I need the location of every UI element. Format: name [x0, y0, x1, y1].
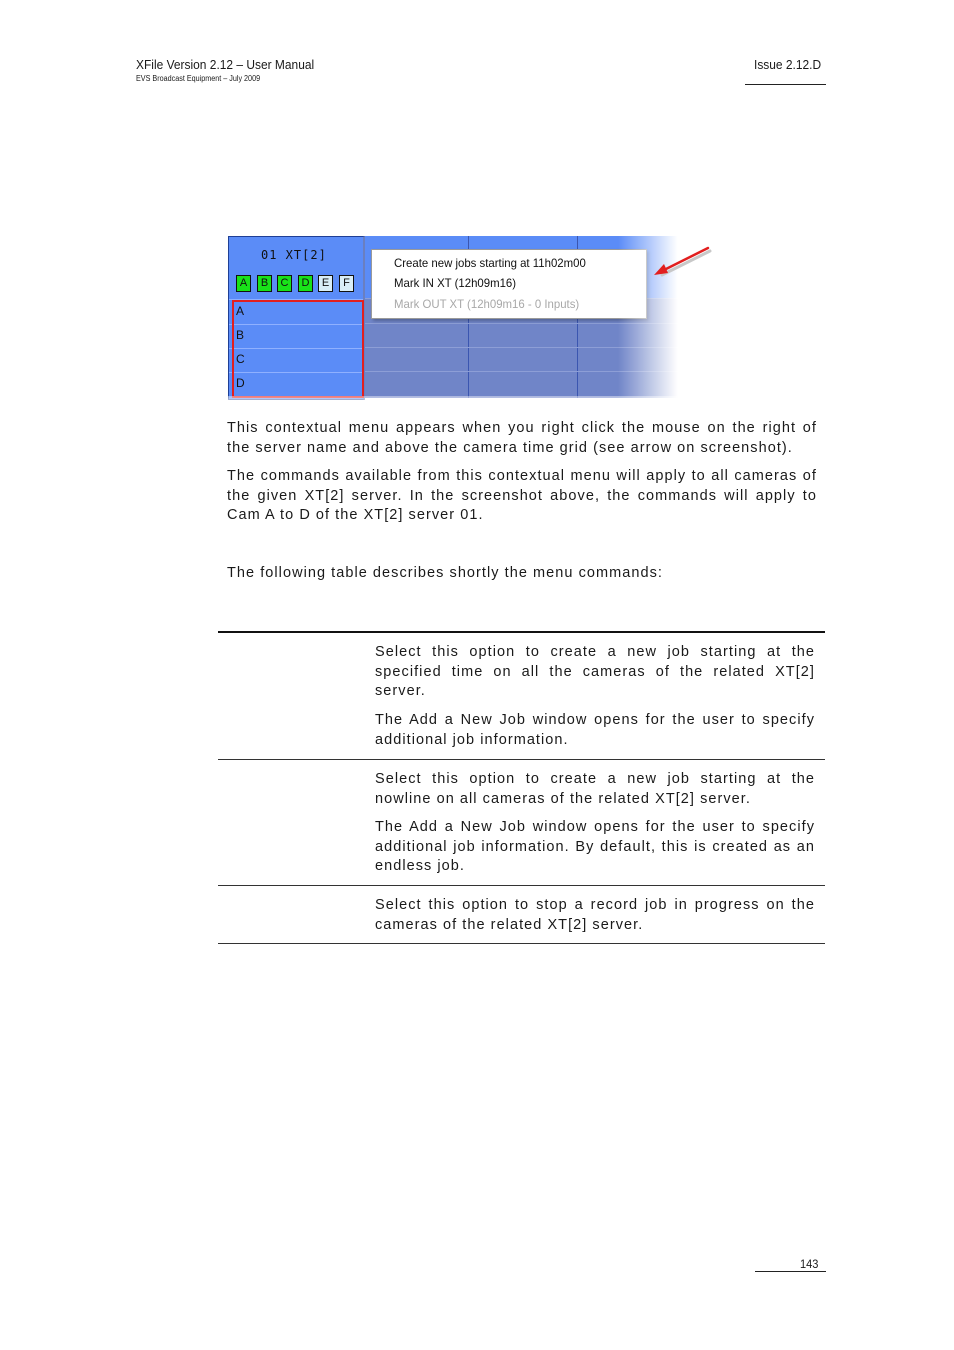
camera-row-c[interactable]: C	[236, 352, 245, 366]
table-cell-description: Select this option to create a new job starting at the nowline on all cameras of the related XT[2] server.	[375, 771, 815, 807]
camera-row-a[interactable]: A	[236, 304, 245, 318]
menu-item-mark-out: Mark OUT XT (12h09m16 - 0 Inputs)	[394, 297, 580, 311]
highlight-box	[232, 300, 364, 398]
table-cell-description: The Add a New Job window opens for the user to specify additional job information. By default, this is created as an endless job.	[375, 819, 815, 874]
camera-button-b[interactable]: B	[257, 275, 272, 292]
paragraph-commands-scope: The commands available from this contextual menu will apply to all cameras of the given XT[2] server. In the screenshot above, the commands will apply to Cam A to D of the XT[2] server 01.	[227, 468, 817, 523]
paragraph-table-intro: The following table describes shortly the menu commands:	[227, 565, 663, 581]
xfile-screenshot	[228, 236, 688, 408]
red-arrow-icon	[650, 244, 714, 280]
camera-button-f[interactable]: F	[339, 275, 354, 292]
document-title: XFile Version 2.12 – User Manual	[136, 57, 315, 72]
table-row-separator	[218, 885, 825, 886]
table-bottom-rule	[218, 943, 825, 944]
document-subtitle: EVS Broadcast Equipment – July 2009	[136, 74, 261, 83]
table-top-rule	[218, 631, 825, 633]
camera-row-d[interactable]: D	[236, 376, 245, 390]
camera-button-e[interactable]: E	[318, 275, 333, 292]
server-panel	[228, 236, 365, 400]
camera-button-d[interactable]: D	[298, 275, 313, 292]
footer-rule	[755, 1271, 826, 1272]
menu-item-mark-in[interactable]: Mark IN XT (12h09m16)	[394, 276, 517, 290]
camera-row-b[interactable]: B	[236, 328, 245, 342]
camera-button-a[interactable]: A	[236, 275, 251, 292]
server-name[interactable]: 01 XT[2]	[261, 248, 327, 262]
page-number: 143	[800, 1257, 819, 1271]
table-row-separator	[218, 759, 825, 760]
menu-item-create-new-jobs[interactable]: Create new jobs starting at 11h02m00	[394, 256, 586, 270]
context-menu	[371, 249, 647, 319]
camera-button-c[interactable]: C	[277, 275, 292, 292]
header-rule	[745, 84, 826, 85]
paragraph-context-menu: This contextual menu appears when you right click the mouse on the right of the server name and above the camera time grid (see arrow on screenshot).	[227, 420, 817, 456]
table-cell-description: Select this option to stop a record job in progress on the cameras of the related XT[2] server.	[375, 897, 815, 933]
table-cell-description: The Add a New Job window opens for the user to specify additional job information.	[375, 712, 815, 748]
issue-label: Issue 2.12.D	[754, 57, 822, 72]
table-cell-description: Select this option to create a new job starting at the specified time on all the cameras of the related XT[2] server.	[375, 644, 815, 699]
screenshot-bottom-fade	[228, 396, 688, 408]
